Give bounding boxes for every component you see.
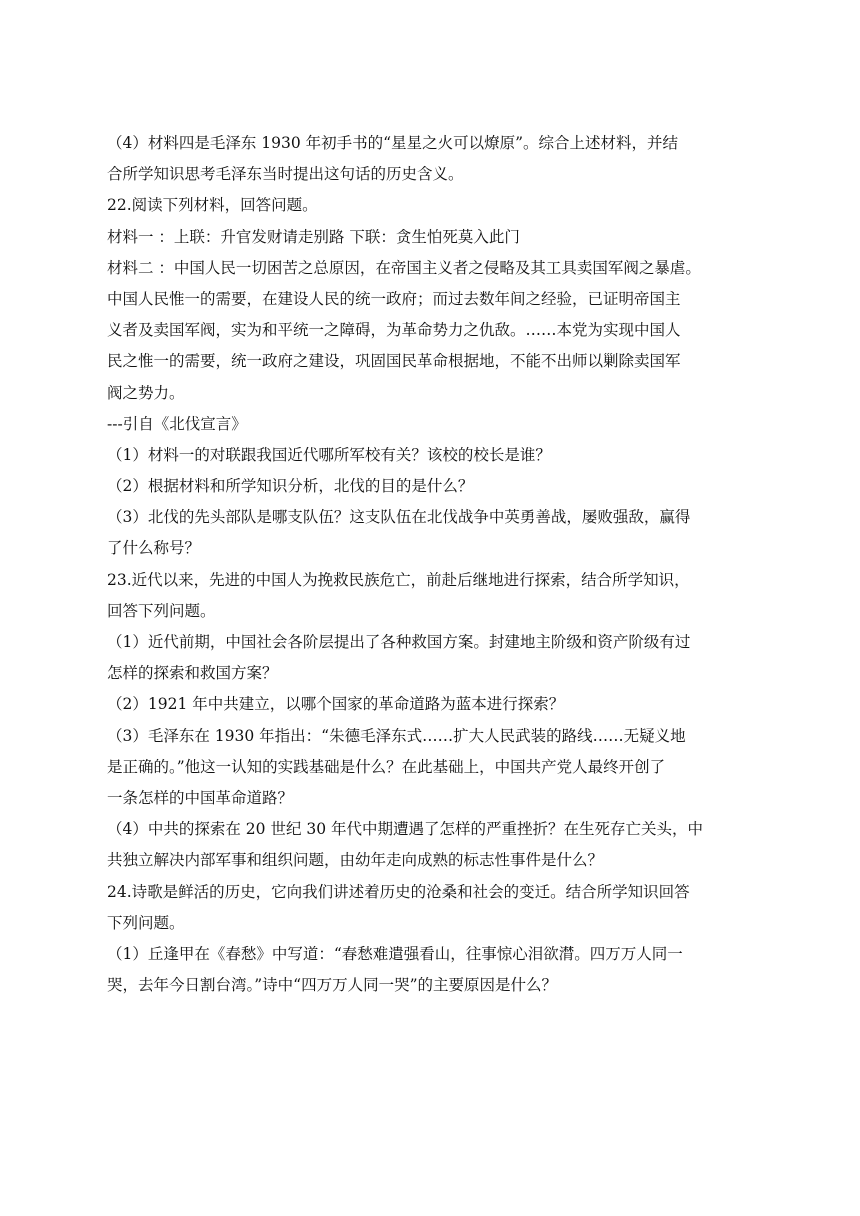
q23-3-line-3: 一条怎样的中国革命道路？	[107, 788, 294, 807]
q22-material-2-line-2: 中国人民惟一的需要，在建设人民的统一政府；而过去数年间之经验，已证明帝国主	[107, 289, 681, 308]
q24-heading-line-1: 24.诗歌是鲜活的历史，它向我们讲述着历史的沧桑和社会的变迁。结合所学知识回答	[107, 882, 690, 901]
document-body	[107, 128, 757, 1001]
q22-material-2-line-3: 义者及卖国军阀，实为和平统一之障碍，为革命势力之仇敌。……本党为实现中国人	[107, 321, 681, 340]
q22-material-2-source: ---引自《北伐宣言》	[107, 414, 247, 433]
q24-1-line-2: 哭，去年今日割台湾。”诗中“四万万人同一哭”的主要原因是什么？	[107, 976, 558, 995]
q23-3-line-2: 是正确的。”他这一认知的实践基础是什么？在此基础上，中国共产党人最终开创了	[107, 757, 666, 776]
q24-heading-line-2: 下列问题。	[107, 913, 185, 932]
q22-material-2-line-1: 材料二 ：中国人民一切困苦之总原因，在帝国主义者之侵略及其工具卖国军阀之暴虐。	[107, 258, 701, 277]
q23-4-line-1: （4）中共的探索在 20 世纪 30 年代中期遭遇了怎样的严重挫折？在生死存亡关头，中	[107, 820, 704, 839]
q23-heading-line-2: 回答下列问题。	[107, 601, 216, 620]
q22-material-2-line-5: 阀之势力。	[107, 383, 185, 402]
q23-4-line-2: 共独立解决内部军事和组织问题，由幼年走向成熟的标志性事件是什么？	[107, 851, 604, 870]
q21-4-line-1: （4）材料四是毛泽东 1930 年初手书的“星星之火可以燎原”。综合上述材料，并结	[107, 134, 679, 152]
q22-material-1: 材料一 ：上联：升官发财请走别路 下联：贪生怕死莫入此门	[107, 227, 520, 246]
q23-2: （2）1921 年中共建立，以哪个国家的革命道路为蓝本进行探索？	[107, 695, 565, 714]
q22-2: （2）根据材料和所学知识分析，北伐的目的是什么？	[107, 477, 474, 496]
q23-heading-line-1: 23.近代以来，先进的中国人为挽救民族危亡，前赴后继地进行探索，结合所学知识，	[107, 570, 690, 589]
q22-material-2-line-4: 民之惟一的需要，统一政府之建设，巩固国民革命根据地，不能不出师以剿除卖国军	[107, 352, 681, 371]
q22-3-line-1: （3）北伐的先头部队是哪支队伍？这支队伍在北伐战争中英勇善战，屡败强敌，赢得	[107, 508, 691, 527]
q22-3-line-2: 了什么称号？	[107, 539, 201, 558]
q24-1-line-1: （1）丘逢甲在《春愁》中写道：“春愁难遣强看山，往事惊心泪欲潸。四万万人同一	[107, 944, 683, 963]
q22-heading: 22.阅读下列材料，回答问题。	[107, 196, 318, 215]
q21-4-line-2: 合所学知识思考毛泽东当时提出这句话的历史含义。	[107, 165, 464, 184]
q23-3-line-1: （3）毛泽东在 1930 年指出：“朱德毛泽东式……扩大人民武装的路线……无疑义地	[107, 726, 686, 745]
q22-1: （1）材料一的对联跟我国近代哪所军校有关？该校的校长是谁？	[107, 445, 551, 464]
q23-1-line-1: （1）近代前期，中国社会各阶层提出了各种救国方案。封建地主阶级和资产阶级有过	[107, 633, 691, 651]
q23-1-line-2: 怎样的探索和救国方案？	[107, 664, 278, 683]
